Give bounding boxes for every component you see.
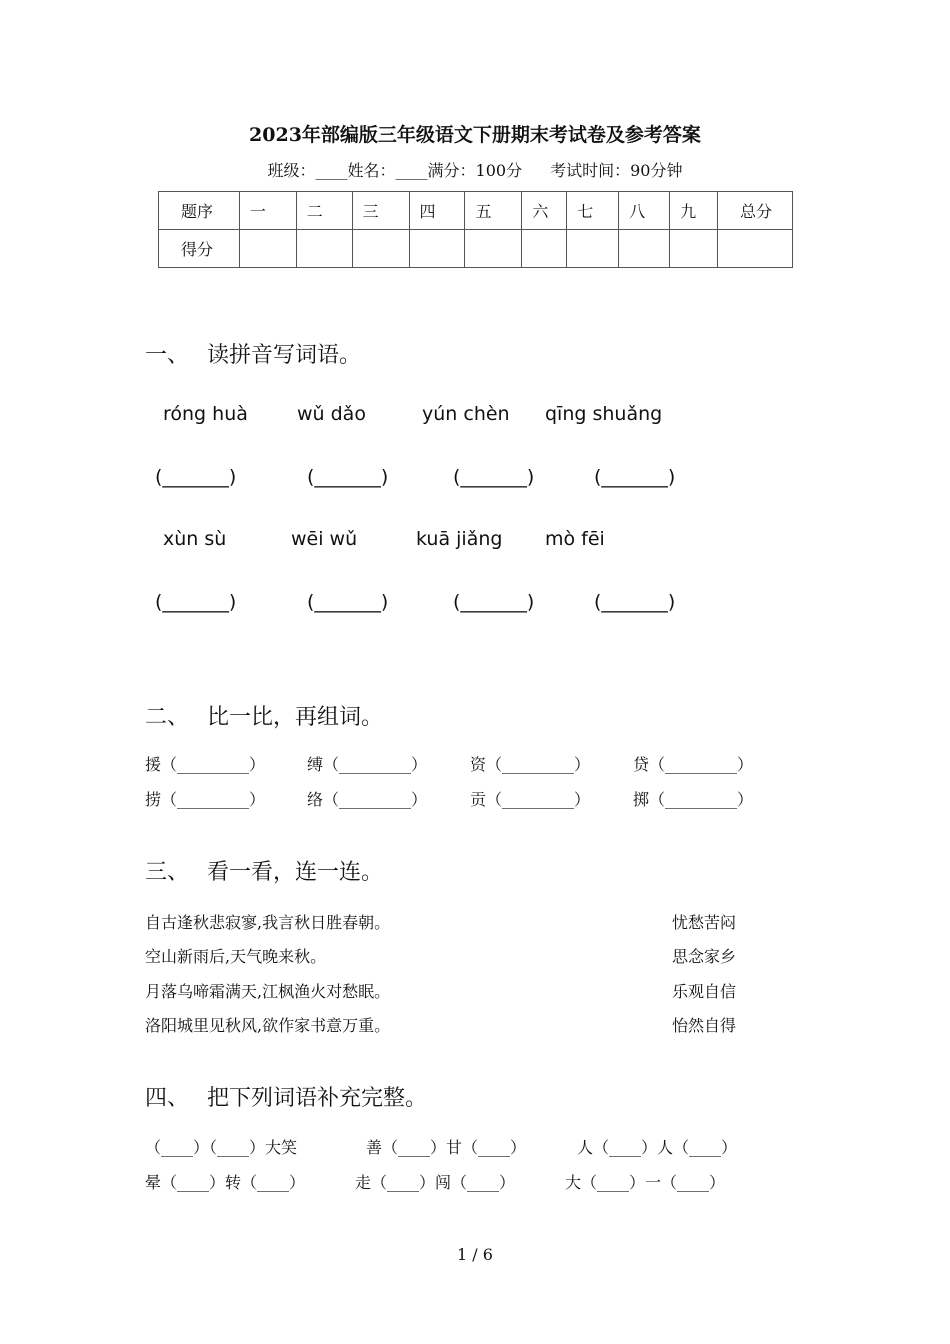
emotion-option[interactable]: 思念家乡	[672, 947, 737, 966]
score-table-header-cell: 题序	[159, 192, 240, 230]
word-group-item[interactable]: 贷（_________）	[633, 755, 754, 774]
word-group-item[interactable]: 络（_________）	[307, 790, 428, 809]
pinyin-item: mò fēi	[545, 528, 605, 550]
score-cell[interactable]	[619, 230, 670, 268]
exam-info	[0, 158, 950, 181]
score-table-header-cell: 九	[670, 192, 718, 230]
idiom-item[interactable]: 善（____）甘（____）	[366, 1138, 527, 1157]
answer-blank[interactable]: (_______)	[453, 591, 535, 613]
answer-blank[interactable]: (_______)	[594, 591, 676, 613]
pinyin-item: kuā jiǎng	[416, 528, 503, 550]
idiom-item[interactable]: 人（____）人（____）	[577, 1138, 738, 1157]
section-2-number: 二、	[145, 705, 190, 730]
score-table-header-cell: 六	[522, 192, 567, 230]
score-row-label: 得分	[159, 230, 240, 268]
score-table-header-cell: 三	[352, 192, 409, 230]
class-name-score-label: 班级：____姓名：____满分：100分	[267, 161, 523, 180]
word-group-item[interactable]: 援（_________）	[145, 755, 266, 774]
score-cell[interactable]	[670, 230, 718, 268]
score-table-header-row	[159, 192, 793, 230]
score-cell[interactable]	[352, 230, 409, 268]
section-2-title: 比一比，再组词。	[207, 705, 384, 730]
idiom-item[interactable]: 走（____）闯（____）	[355, 1173, 516, 1192]
section-3-number: 三、	[145, 860, 190, 885]
section-4-number: 四、	[145, 1086, 190, 1111]
idiom-item[interactable]: 晕（____）转（____）	[145, 1173, 306, 1192]
score-table-header-cell: 二	[296, 192, 352, 230]
score-table-score-row	[159, 230, 793, 268]
score-table-header-cell: 一	[239, 192, 296, 230]
page-number: 1 / 6	[457, 1245, 493, 1264]
score-table-header-cell: 四	[409, 192, 465, 230]
word-group-item[interactable]: 资（_________）	[470, 755, 591, 774]
pinyin-item: xùn sù	[163, 528, 227, 550]
page-title: 2023年部编版三年级语文下册期末考试卷及参考答案	[249, 124, 701, 146]
exam-time-label: 考试时间：90分钟	[550, 161, 683, 180]
score-cell[interactable]	[465, 230, 522, 268]
word-group-item[interactable]: 贡（_________）	[470, 790, 591, 809]
answer-blank[interactable]: (_______)	[155, 466, 237, 488]
score-table	[158, 191, 793, 268]
answer-blank[interactable]: (_______)	[155, 591, 237, 613]
idiom-item[interactable]: 大（____）一（____）	[565, 1173, 726, 1192]
score-table-header-cell: 八	[619, 192, 670, 230]
section-2-heading	[145, 700, 383, 731]
poem-line[interactable]: 空山新雨后,天气晚来秋。	[145, 947, 327, 966]
pinyin-item: yún chèn	[422, 403, 510, 425]
score-cell[interactable]	[409, 230, 465, 268]
score-table-header-cell: 七	[567, 192, 619, 230]
score-table-header-cell: 总分	[718, 192, 793, 230]
pinyin-item: qīng shuǎng	[545, 403, 663, 425]
poem-line[interactable]: 自古逢秋悲寂寥,我言秋日胜春朝。	[145, 913, 391, 932]
emotion-option[interactable]: 忧愁苦闷	[672, 913, 737, 932]
pinyin-item: wǔ dǎo	[297, 403, 366, 425]
poem-line[interactable]: 月落乌啼霜满天,江枫渔火对愁眠。	[145, 982, 391, 1001]
pinyin-item: wēi wǔ	[291, 528, 358, 550]
section-4-title: 把下列词语补充完整。	[207, 1086, 428, 1111]
score-cell[interactable]	[567, 230, 619, 268]
section-4-heading	[145, 1081, 427, 1112]
emotion-option[interactable]: 怡然自得	[672, 1016, 737, 1035]
answer-blank[interactable]: (_______)	[453, 466, 535, 488]
score-cell[interactable]	[296, 230, 352, 268]
section-3-heading	[145, 855, 383, 886]
word-group-item[interactable]: 捞（_________）	[145, 790, 266, 809]
section-3-title: 看一看，连一连。	[207, 860, 384, 885]
word-group-item[interactable]: 缚（_________）	[307, 755, 428, 774]
section-1-number: 一、	[145, 343, 190, 368]
idiom-item[interactable]: （____）（____）大笑	[145, 1138, 298, 1157]
answer-blank[interactable]: (_______)	[307, 466, 389, 488]
section-1-title: 读拼音写词语。	[207, 343, 362, 368]
score-cell[interactable]	[718, 230, 793, 268]
section-1-heading	[145, 338, 361, 369]
emotion-option[interactable]: 乐观自信	[672, 982, 737, 1001]
answer-blank[interactable]: (_______)	[307, 591, 389, 613]
score-table-header-cell: 五	[465, 192, 522, 230]
word-group-item[interactable]: 掷（_________）	[633, 790, 754, 809]
answer-blank[interactable]: (_______)	[594, 466, 676, 488]
score-cell[interactable]	[239, 230, 296, 268]
score-cell[interactable]	[522, 230, 567, 268]
pinyin-item: róng huà	[163, 403, 248, 425]
poem-line[interactable]: 洛阳城里见秋风,欲作家书意万重。	[145, 1016, 391, 1035]
